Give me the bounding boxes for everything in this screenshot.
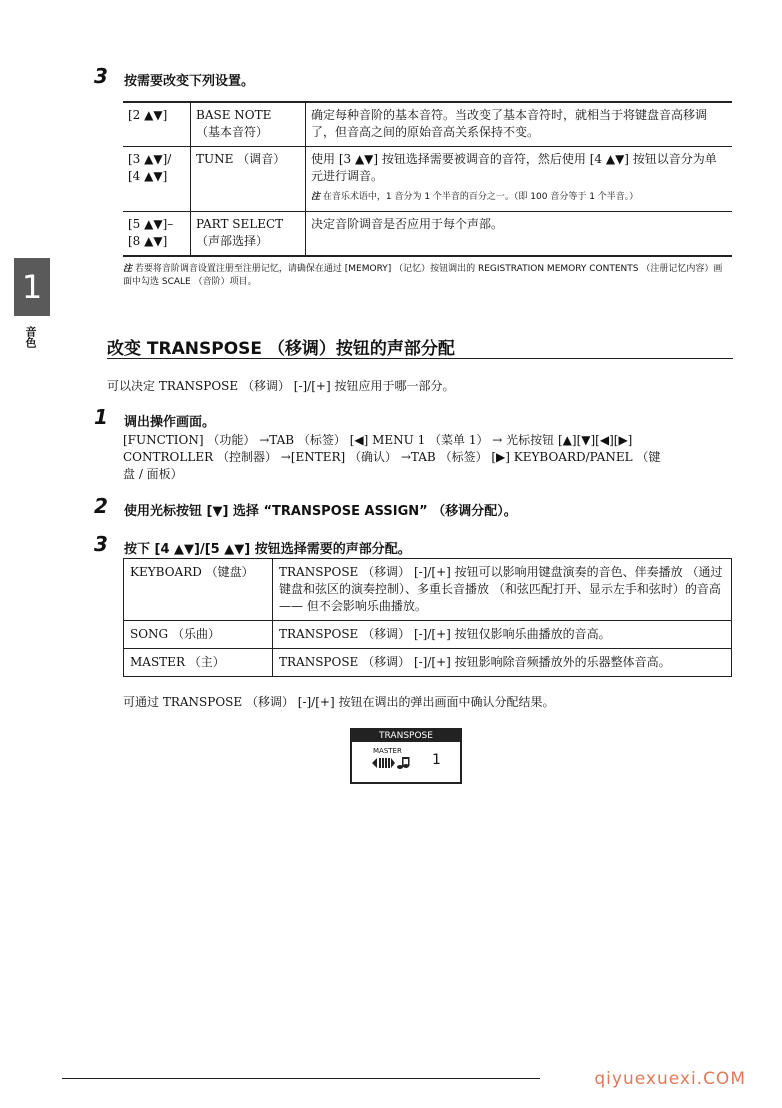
option-cell: KEYBOARD （键盘） <box>124 559 273 621</box>
step-body <box>123 432 733 483</box>
button-cell: [3 ▲▼]/ [4 ▲▼] <box>123 147 191 212</box>
table-row <box>124 559 732 621</box>
step-title: 按需要改变下列设置。 <box>124 74 255 89</box>
table-row <box>124 621 732 649</box>
transpose-assign-table <box>123 558 732 677</box>
chapter-number: 1 <box>21 268 43 306</box>
step-body-line: [FUNCTION] （功能） →TAB （标签） [◀] MENU 1 （菜单 1） → 光标按钮 [▲][▼][◀][▶] <box>123 433 633 447</box>
parameter-cell <box>191 147 306 212</box>
note-text: 在音乐术语中，1 音分为 1 个半音的百分之一。（即 100 音分等于 1 个半音。） <box>322 192 639 202</box>
parameter-cell <box>191 212 306 257</box>
note-mark-icon: 注 <box>123 264 133 274</box>
option-cell: SONG （乐曲） <box>124 621 273 649</box>
parameter-cell <box>191 102 306 147</box>
description-text: 使用 [3 ▲▼] 按钮选择需要被调音的音符，然后使用 [4 ▲▼] 按钮以音分为单元进行调音。 <box>311 152 717 183</box>
step-title: 按下 [4 ▲▼]/[5 ▲▼] 按钮选择需要的声部分配。 <box>124 542 411 557</box>
scale-settings-table <box>123 101 732 257</box>
button-cell: [2 ▲▼] <box>123 102 191 147</box>
section-heading: 改变 TRANSPOSE （移调）按钮的声部分配 <box>107 339 455 359</box>
footnote-text: 若要将音阶调音设置注册至注册记忆，请确保在通过 [MEMORY] （记忆）按钮调出的 REGISTRATION MEMORY CONTENTS （注册记忆内容）画面中勾选 SCALE （音阶）项目。 <box>123 264 723 287</box>
popup-label: MASTER <box>373 747 402 755</box>
parameter-name-cn: （基本音符） <box>196 125 269 139</box>
description-cell: TRANSPOSE （移调） [-]/[+] 按钮可以影响用键盘演奏的音色、伴奏播放 （通过键盘和弦区的演奏控制）、多重长音播放 （和弦匹配打开、显示左手和弦时）的音高 —— 但不会影响乐曲播放。 <box>273 559 732 621</box>
step-number: 2 <box>94 494 108 518</box>
footnote <box>123 263 723 289</box>
table-row <box>123 147 732 212</box>
description-cell: TRANSPOSE （移调） [-]/[+] 按钮影响除音频播放外的乐器整体音高。 <box>273 649 732 677</box>
parameter-name: BASE NOTE <box>196 108 272 122</box>
table-row <box>123 102 732 147</box>
step-number: 3 <box>94 532 108 556</box>
note-mark-icon: 注 <box>311 192 321 202</box>
description-cell: 决定音阶调音是否应用于每个声部。 <box>311 217 504 231</box>
step-number: 1 <box>94 405 108 429</box>
table-row <box>124 649 732 677</box>
description-cell: 确定每种音阶的基本音符。当改变了基本音符时，就相当于将键盘音高移调了，但音高之间的原始音高关系保持不变。 <box>311 108 708 139</box>
popup-value: 1 <box>432 752 441 768</box>
transpose-popup-illustration <box>350 728 462 784</box>
heading-rule <box>107 358 733 359</box>
keyboard-note-icon <box>372 756 412 770</box>
step-number: 3 <box>94 64 108 88</box>
note-line <box>311 189 727 206</box>
description-cell: TRANSPOSE （移调） [-]/[+] 按钮仅影响乐曲播放的音高。 <box>273 621 732 649</box>
step-body-line: 盘 / 面板） <box>123 467 183 481</box>
parameter-name: TUNE （调音） <box>196 152 286 166</box>
table-row <box>123 212 732 257</box>
step-title: 调出操作画面。 <box>124 415 216 430</box>
option-cell: MASTER （主） <box>124 649 273 677</box>
description-cell <box>306 147 733 212</box>
parameter-name: PART SELECT <box>196 217 284 231</box>
popup-title: TRANSPOSE <box>352 730 460 742</box>
confirm-text: 可通过 TRANSPOSE （移调） [-]/[+] 按钮在调出的弹出画面中确认分配结果。 <box>123 695 555 709</box>
chapter-label: 音色 <box>24 326 37 348</box>
footer-rule <box>62 1078 540 1079</box>
step-body-line: CONTROLLER （控制器） →[ENTER] （确认） →TAB （标签） [▶] KEYBOARD/PANEL （键 <box>123 450 661 464</box>
intro-text: 可以决定 TRANSPOSE （移调） [-]/[+] 按钮应用于哪一部分。 <box>107 379 455 393</box>
step-title: 使用光标按钮 [▼] 选择 “TRANSPOSE ASSIGN” （移调分配）。 <box>124 504 517 519</box>
parameter-name-cn: （声部选择） <box>196 234 269 248</box>
watermark: qiyuexuexi.COM <box>594 1069 746 1089</box>
button-cell: [5 ▲▼]– [8 ▲▼] <box>123 212 191 257</box>
chapter-tab <box>14 258 50 316</box>
